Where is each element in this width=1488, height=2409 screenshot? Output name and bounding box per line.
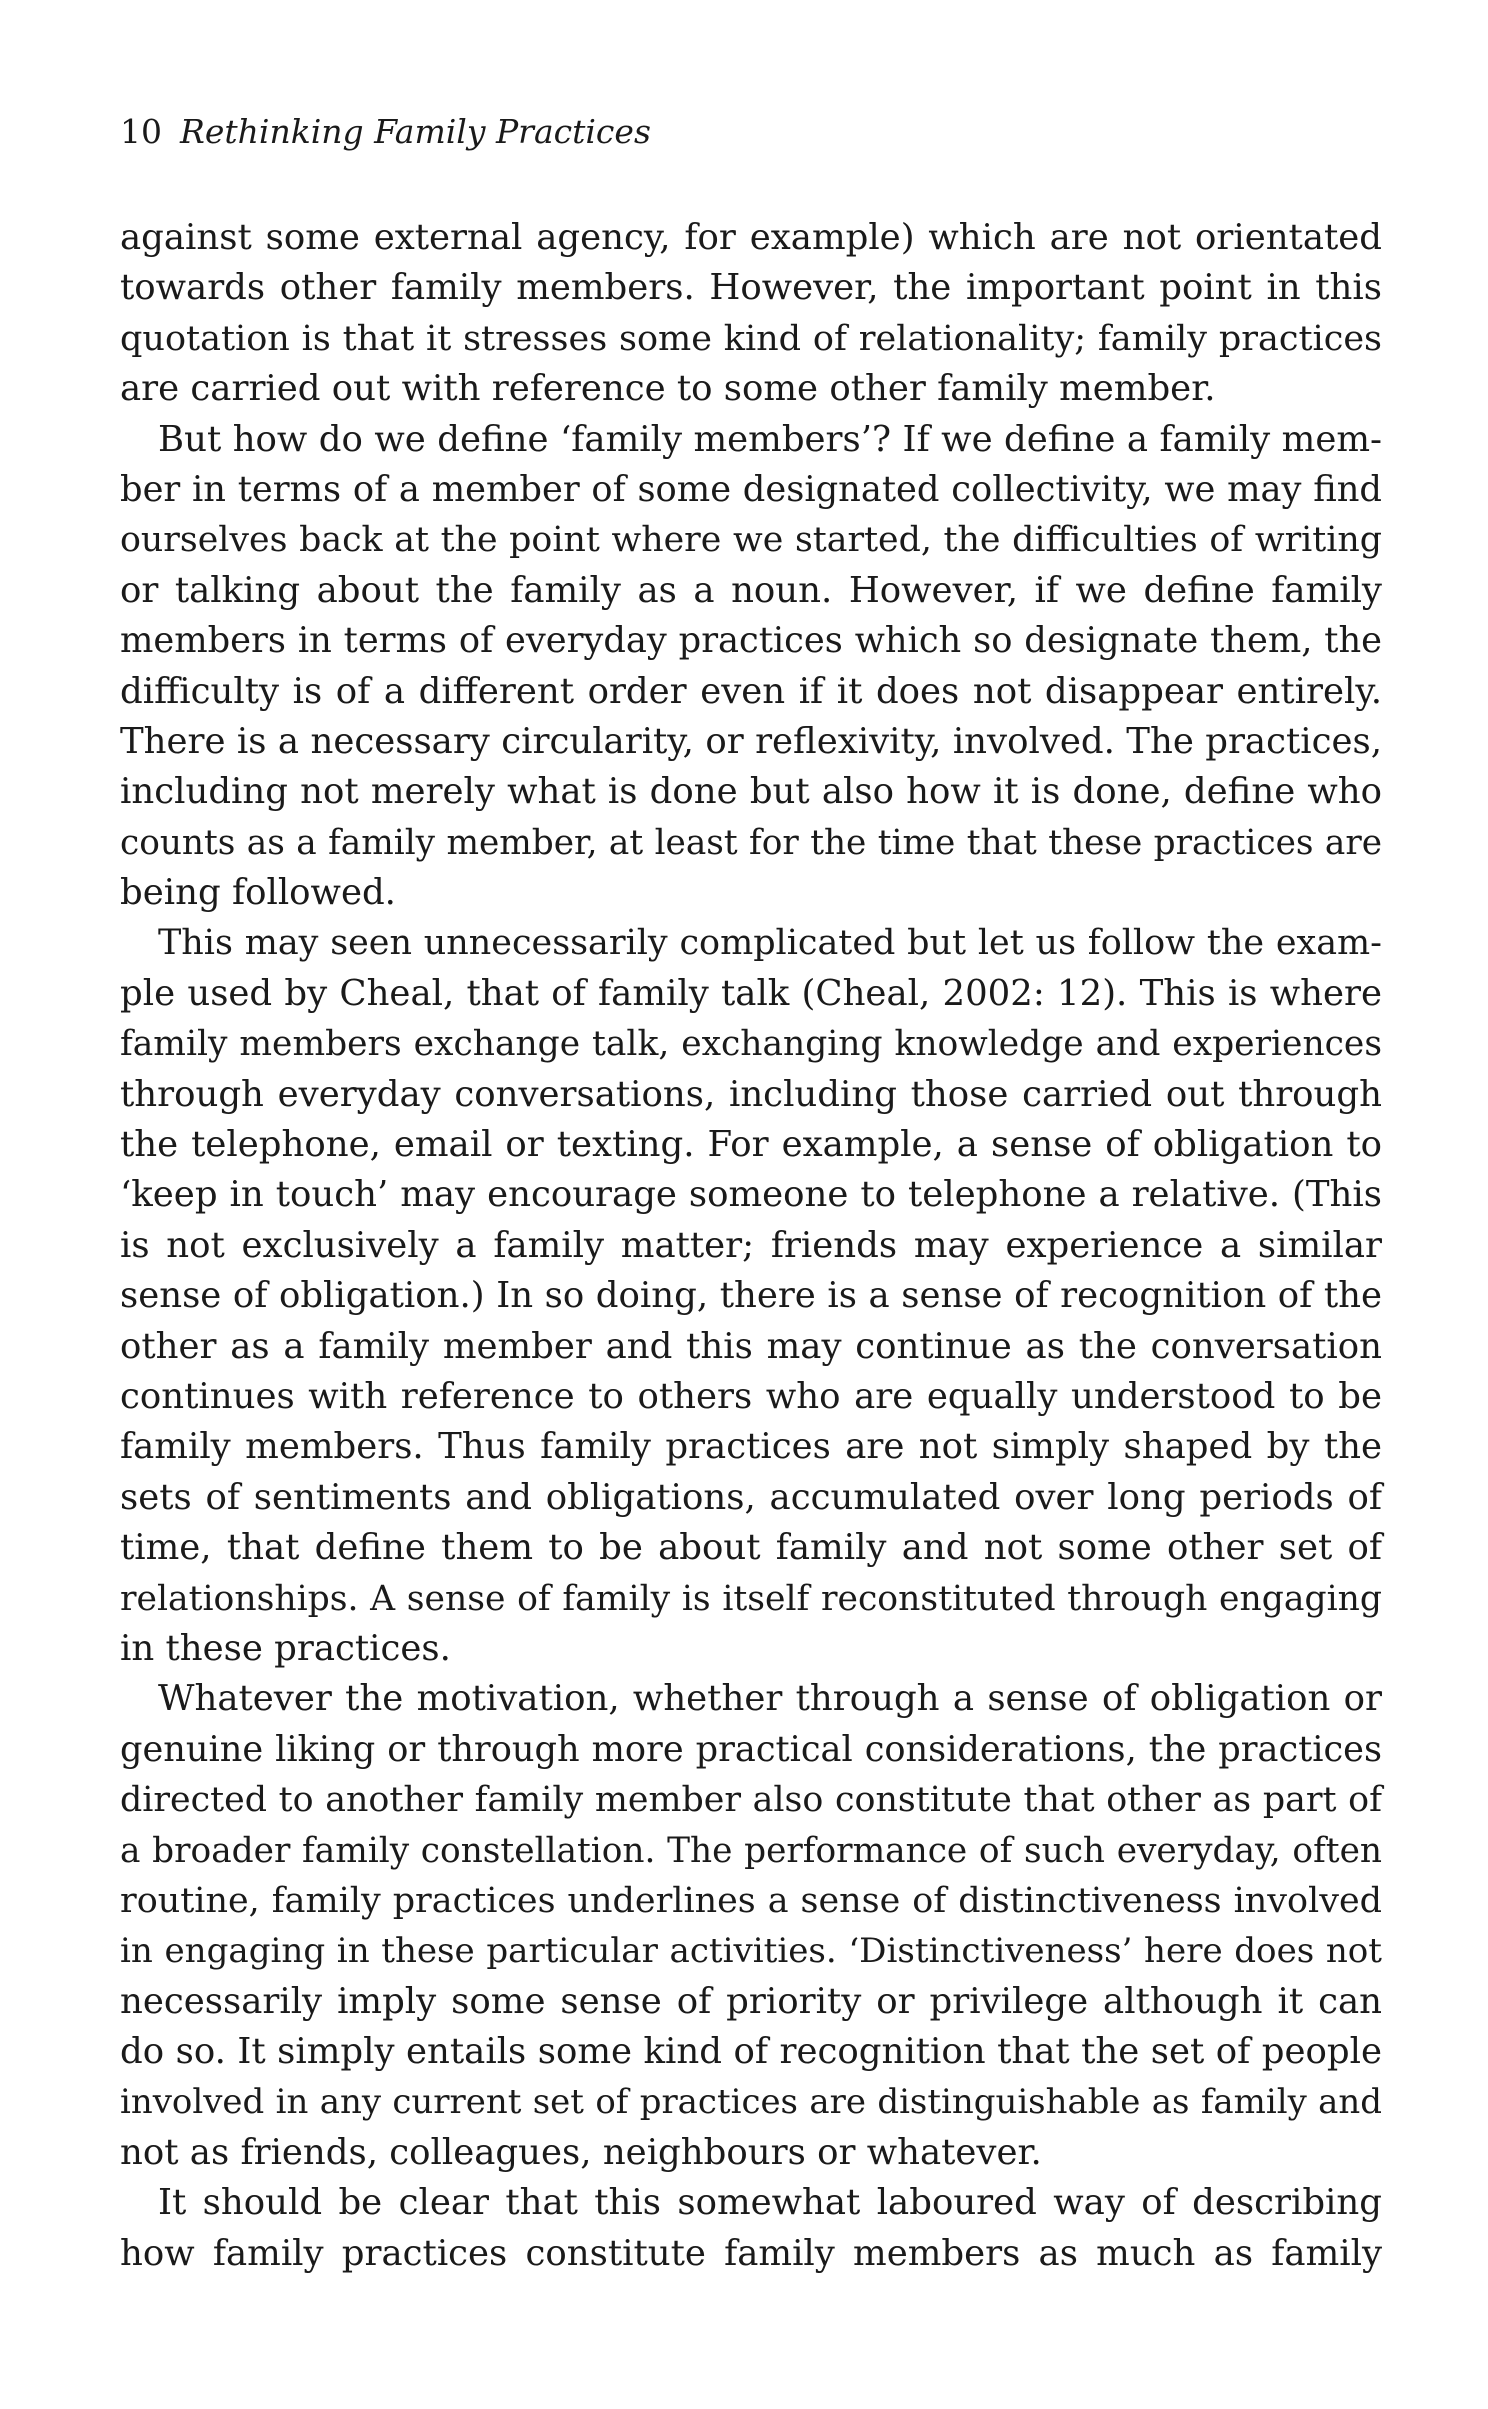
text-line: directed to another family member also constitute that other as part of	[120, 1780, 1382, 1821]
book-title: Rethinking Family Practices	[180, 112, 651, 151]
text-line: family members. Thus family practices are not simply shaped by the	[120, 1426, 1382, 1468]
text-line: or talking about the family as a noun. However, if we define family	[120, 569, 1382, 611]
text-line: members in terms of everyday practices which so designate them, the	[120, 620, 1382, 662]
text-line: is not exclusively a family matter; friends may experience a similar	[120, 1224, 1382, 1266]
text-line: counts as a family member, at least for the time that these practices are	[120, 822, 1382, 863]
text-line: ple used by Cheal, that of family talk (Cheal, 2002: 12). This is where	[120, 972, 1382, 1014]
text-line: including not merely what is done but also how it is done, define who	[120, 771, 1382, 813]
text-line: It should be clear that this somewhat laboured way of describing	[158, 2182, 1382, 2224]
text-line: do so. It simply entails some kind of recognition that the set of people	[120, 2031, 1382, 2073]
text-line: how family practices constitute family members as much as family	[120, 2232, 1382, 2274]
text-line: are carried out with reference to some other family member.	[120, 368, 1216, 410]
text-line: ourselves back at the point where we started, the difficulties of writing	[120, 520, 1382, 561]
text-line: quotation is that it stresses some kind of relationality; family practices	[120, 318, 1382, 359]
text-line: a broader family constellation. The performance of such everyday, often	[120, 1830, 1382, 1871]
text-line: through everyday conversations, including those carried out through	[120, 1073, 1382, 1115]
text-line: other as a family member and this may continue as the conversation	[120, 1325, 1382, 1367]
text-line: Whatever the motivation, whether through a sense of obligation or	[158, 1678, 1382, 1720]
text-line: family members exchange talk, exchanging knowledge and experiences	[120, 1024, 1382, 1065]
text-line: not as friends, colleagues, neighbours or whatever.	[120, 2131, 1042, 2173]
text-line: difficulty is of a different order even if it does not disappear entirely.	[120, 670, 1382, 712]
text-line: time, that define them to be about family and not some other set of	[120, 1527, 1382, 1569]
running-head	[120, 112, 651, 152]
text-line: towards other family members. However, the important point in this	[120, 267, 1382, 309]
text-line: in these practices.	[120, 1627, 451, 1669]
paragraph	[120, 1674, 1382, 2178]
page-number: 10	[120, 112, 162, 151]
paragraph	[120, 213, 1382, 415]
text-line: relationships. A sense of family is itself reconstituted through engaging	[120, 1578, 1382, 1619]
paragraph	[120, 2178, 1382, 2279]
text-line: There is a necessary circularity, or reflexivity, involved. The practices,	[120, 720, 1382, 762]
text-line: continues with reference to others who are equally understood to be	[120, 1375, 1382, 1417]
text-line: in engaging in these particular activities. ‘Distinctiveness’ here does not	[120, 1931, 1382, 1972]
body-text	[120, 213, 1382, 2279]
text-line: ‘keep in touch’ may encourage someone to telephone a relative. (This	[120, 1174, 1382, 1216]
text-line: ber in terms of a member of some designated collectivity, we may find	[120, 468, 1382, 510]
text-line: This may seen unnecessarily complicated but let us follow the exam-	[158, 923, 1382, 964]
text-line: sense of obligation.) In so doing, there is a sense of recognition of the	[120, 1275, 1382, 1317]
text-line: involved in any current set of practices are distinguishable as family and	[120, 2082, 1382, 2123]
text-line: against some external agency, for example) which are not orientated	[120, 217, 1382, 258]
text-line: being followed.	[120, 872, 396, 914]
text-line: routine, family practices underlines a sense of distinctiveness involved	[120, 1880, 1382, 1921]
text-line: sets of sentiments and obligations, accumulated over long periods of	[120, 1476, 1382, 1518]
text-line: the telephone, email or texting. For example, a sense of obligation to	[120, 1124, 1382, 1166]
paragraph	[120, 415, 1382, 919]
text-line: But how do we define ‘family members’? If we define a family mem-	[158, 418, 1382, 460]
paragraph	[120, 918, 1382, 1674]
text-line: necessarily imply some sense of priority or privilege although it can	[120, 1980, 1382, 2022]
text-line: genuine liking or through more practical considerations, the practices	[120, 1728, 1382, 1770]
